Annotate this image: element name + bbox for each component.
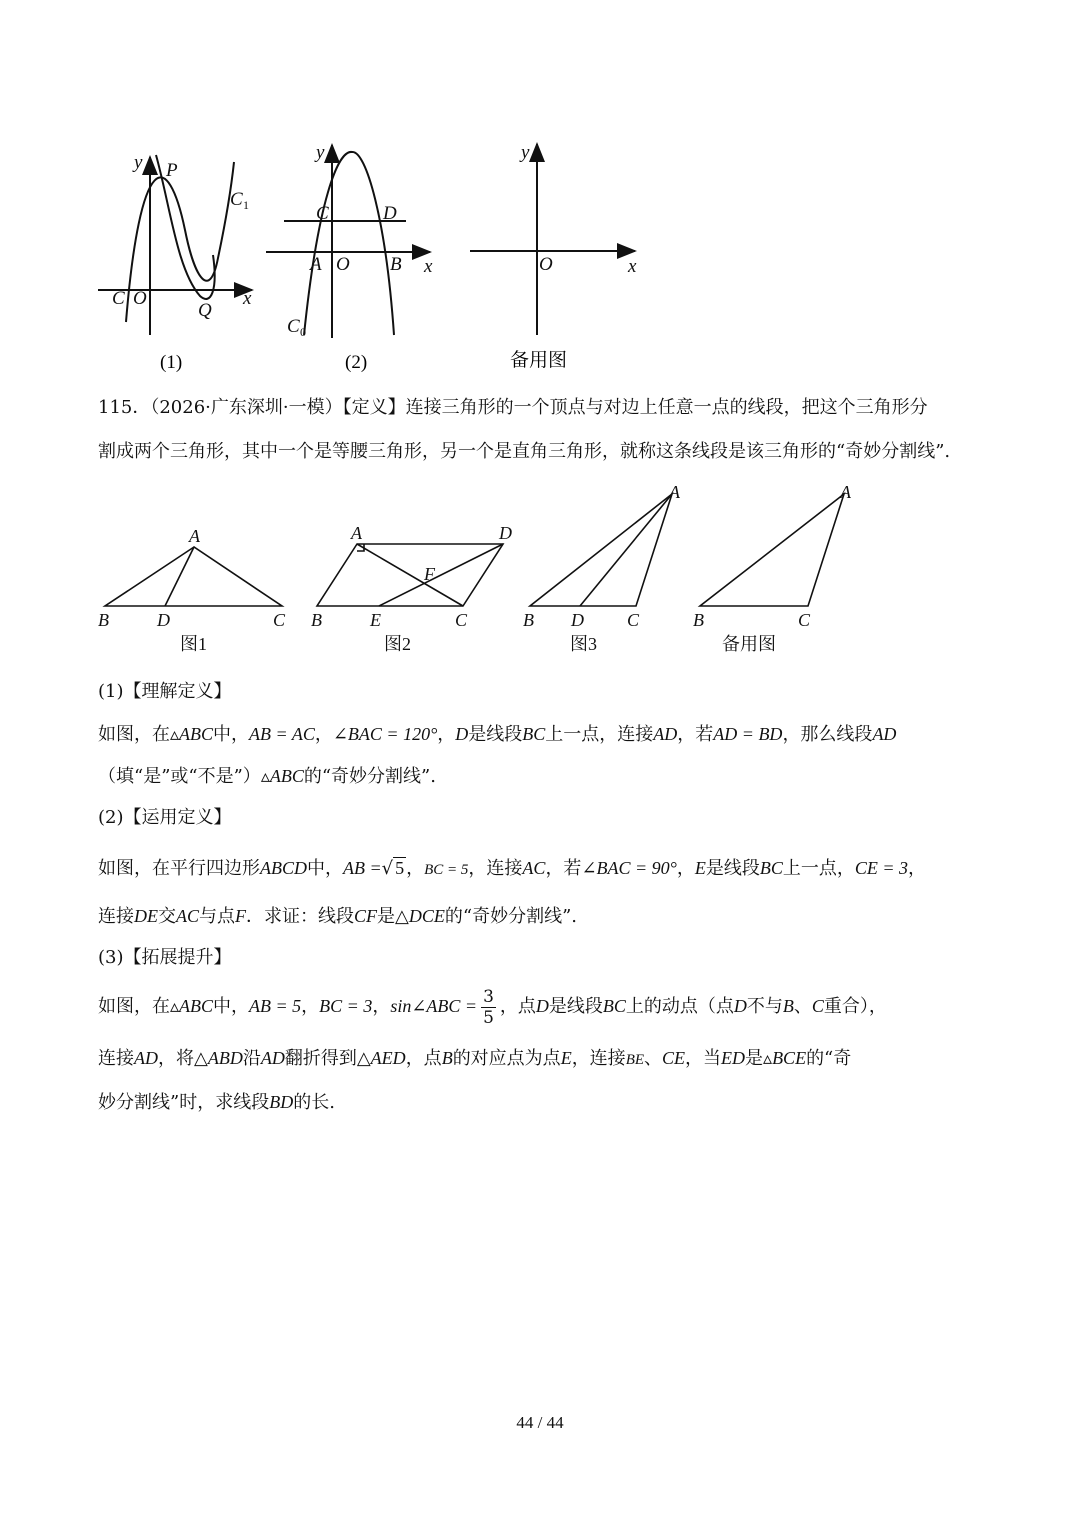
math-bc: BC: [759, 858, 783, 878]
math-ce-3: CE = 3: [854, 858, 909, 878]
figure-triangle-spare: [700, 494, 844, 606]
label-c: C: [273, 610, 286, 630]
problem-intro-line1: [98, 396, 988, 420]
text: ，点: [405, 1048, 442, 1069]
text: ，当: [685, 1048, 722, 1069]
text: （填“是”或“不是”）: [98, 766, 261, 787]
label-a: A: [310, 254, 322, 275]
math-d: D: [733, 996, 747, 1016]
label-f: F: [424, 564, 435, 584]
math-triangle-abc: ▵ABC: [170, 724, 214, 744]
part3-line3: [98, 1090, 988, 1115]
problem-definition-cont: 割成两个三角形，其中一个是等腰三角形，另一个是直角三角形，就称这条线段是该三角形的“奇妙分割线”.: [98, 441, 951, 462]
text: ．求证：线段: [246, 906, 355, 927]
label-c1-sub: 1: [243, 198, 249, 212]
label-y: y: [316, 142, 325, 163]
math-bc: BC: [602, 996, 626, 1016]
math-b: B: [782, 996, 794, 1016]
math-bd: BD: [269, 1092, 294, 1112]
text: 连接: [98, 906, 134, 927]
math-ac: AC: [176, 906, 200, 926]
label-e: E: [370, 610, 381, 630]
label-x: x: [424, 256, 433, 277]
label-c1: C: [230, 189, 243, 210]
math-bc-5: BC = 5: [424, 862, 469, 878]
text: 交: [158, 906, 176, 927]
label-b: B: [311, 610, 322, 630]
diagonal-ac: [357, 544, 463, 606]
part3-line2: [98, 1046, 988, 1072]
caption-fig3: 图3: [570, 634, 597, 654]
text: ，: [406, 858, 425, 879]
text: 的“奇: [806, 1048, 852, 1069]
part1-header: (1)【理解定义】: [98, 681, 232, 702]
math-triangle-bce: ▵BCE: [763, 1048, 807, 1068]
math-triangle-abc: ▵ABC: [170, 996, 214, 1016]
text: 如图，在: [98, 996, 170, 1017]
caption-fig1: (1): [160, 352, 183, 373]
label-p: P: [166, 160, 178, 181]
label-b: B: [693, 610, 704, 630]
text: 、: [644, 1048, 663, 1069]
part2-line1: [98, 856, 988, 882]
text: ，若: [677, 724, 714, 745]
math-ad: AD: [653, 724, 678, 744]
math-ab-5: AB = 5: [249, 996, 302, 1016]
caption-fig1: 图1: [180, 634, 207, 654]
problem-definition: 【定义】连接三角形的一个顶点与对边上任意一点的线段，把这个三角形分: [342, 397, 928, 418]
text: ，连接: [571, 1048, 626, 1069]
text: 连接: [98, 1048, 134, 1069]
text: 重合），: [823, 996, 887, 1017]
math-sqrt5: 5: [395, 858, 405, 878]
label-o: O: [336, 254, 350, 275]
math-f: F: [235, 906, 247, 926]
text: 如图，在: [98, 724, 170, 745]
label-a: A: [840, 482, 851, 502]
text: 的“奇妙分割线”.: [303, 766, 436, 787]
text: 与点: [199, 906, 236, 927]
text: 翻折得到: [284, 1048, 357, 1069]
math-ed: ED: [721, 1048, 746, 1068]
label-d: D: [571, 610, 584, 630]
label-c: C: [316, 203, 329, 224]
math-bc: BC: [522, 724, 546, 744]
problem-source: （2026·广东深圳·一模）: [150, 397, 343, 418]
text: 上一点，: [782, 858, 855, 879]
math-triangle-aed: △AED: [356, 1048, 406, 1068]
label-c: C: [627, 610, 640, 630]
part1-line2: [98, 764, 988, 789]
text: 的长.: [293, 1092, 335, 1113]
math-ab-eq-ac: AB = AC: [249, 724, 315, 744]
label-y: y: [134, 152, 143, 173]
text: 上一点，连接: [545, 724, 654, 745]
part2-header: (2)【运用定义】: [98, 807, 232, 828]
label-a: A: [189, 526, 200, 546]
triangle-abc: [700, 494, 844, 606]
figure-triangle-3: [530, 494, 672, 606]
page-number: 44 / 44: [516, 1413, 564, 1432]
problem-number: 115．: [98, 397, 151, 418]
label-d: D: [499, 523, 512, 543]
text: ，: [437, 724, 456, 745]
text: 、: [793, 996, 812, 1017]
text: 是: [745, 1048, 764, 1069]
text: ，若: [545, 858, 582, 879]
math-c: C: [811, 996, 824, 1016]
math-triangle-dce: △DCE: [395, 906, 445, 926]
label-a: A: [669, 482, 680, 502]
text: ，点: [499, 996, 536, 1017]
text: 如图，在平行四边形: [98, 858, 260, 879]
figure-parallelogram: [317, 544, 503, 606]
math-bc-3: BC = 3: [319, 996, 373, 1016]
text: 是线段: [705, 858, 760, 879]
label-c: C: [798, 610, 811, 630]
segment-de: [379, 544, 503, 606]
label-c0: C: [287, 316, 300, 337]
label-q: Q: [198, 300, 212, 321]
top-figures: [0, 0, 1080, 390]
math-de: DE: [134, 906, 158, 926]
label-b: B: [523, 610, 534, 630]
parabola-c0: [304, 152, 394, 335]
caption-fig4: 备用图: [722, 634, 776, 654]
text: 沿: [242, 1048, 261, 1069]
label-x: x: [628, 256, 637, 277]
label-d: D: [157, 610, 170, 630]
math-e: E: [694, 858, 706, 878]
label-c0-sub: 0: [300, 325, 306, 339]
fraction-denominator: 5: [483, 1007, 494, 1028]
figure-triangle-1: [105, 547, 282, 606]
text: ，连接: [468, 858, 523, 879]
label-x: x: [243, 288, 252, 309]
part3-line1: [98, 984, 988, 1029]
label-o: O: [539, 254, 553, 275]
math-cf: CF: [354, 906, 378, 926]
text: 中，: [213, 996, 250, 1017]
math-be: BE: [625, 1052, 645, 1068]
fraction-numerator: 3: [483, 986, 494, 1007]
math-ad-eq-bd: AD = BD: [713, 724, 783, 744]
problem-intro-line2: [98, 440, 988, 464]
math-b: B: [441, 1048, 453, 1068]
label-c: C: [455, 610, 468, 630]
label-b: B: [390, 254, 402, 275]
math-e: E: [560, 1048, 572, 1068]
label-b: B: [98, 610, 109, 630]
math-triangle-abd: △ABD: [194, 1048, 243, 1068]
text: 的“奇妙分割线”.: [444, 906, 578, 927]
label-y: y: [521, 142, 530, 163]
caption-fig2: (2): [345, 352, 368, 373]
figure-spare-axes: [470, 144, 635, 335]
text: 的对应点为点: [452, 1048, 561, 1069]
text: ，: [301, 996, 320, 1017]
label-a: A: [351, 523, 362, 543]
triangle-abc: [105, 547, 282, 606]
math-sqrt-icon: √: [381, 858, 394, 879]
triangle-abc: [530, 494, 672, 606]
math-sin-abc: sin∠ABC =: [390, 996, 478, 1016]
text: ，将: [158, 1048, 194, 1069]
math-ad: AD: [260, 1048, 285, 1068]
math-triangle-abc: ▵ABC: [260, 766, 304, 786]
text: ，: [314, 724, 333, 745]
math-d: D: [455, 724, 469, 744]
math-angle-bac: ∠BAC = 90°: [581, 858, 677, 878]
text: ，那么线段: [782, 724, 873, 745]
text: 是线段: [468, 724, 523, 745]
part3-header: (3)【拓展提升】: [98, 947, 232, 968]
text: 是: [377, 906, 396, 927]
text: 中，: [213, 724, 250, 745]
math-ad: AD: [134, 1048, 158, 1068]
math-ab: AB =: [343, 858, 382, 878]
math-ce: CE: [662, 1048, 686, 1068]
text: ，: [908, 858, 927, 879]
text: 妙分割线”时，求线段: [98, 1092, 270, 1113]
caption-fig3: 备用图: [510, 350, 568, 371]
figure-parabola-c0: [266, 145, 430, 338]
math-ac: AC: [522, 858, 546, 878]
math-abcd: ABCD: [260, 858, 307, 878]
segment-ad: [580, 494, 672, 606]
text: 不与: [746, 996, 783, 1017]
part1-line1: [98, 722, 988, 747]
label-c: C: [112, 288, 125, 309]
label-o: O: [133, 288, 147, 309]
label-d: D: [383, 203, 397, 224]
math-angle-bac: ∠BAC = 120°: [332, 724, 438, 744]
caption-fig2: 图2: [384, 634, 411, 654]
text: ，: [372, 996, 391, 1017]
text: 中，: [307, 858, 343, 879]
text: 是线段: [548, 996, 603, 1017]
middle-figures: [0, 480, 1080, 660]
fraction-3-5: [481, 987, 496, 1028]
text: ，: [676, 858, 695, 879]
text: 上的动点（点: [625, 996, 734, 1017]
math-ad: AD: [872, 724, 897, 744]
math-d: D: [535, 996, 549, 1016]
part2-line2: [98, 904, 988, 929]
